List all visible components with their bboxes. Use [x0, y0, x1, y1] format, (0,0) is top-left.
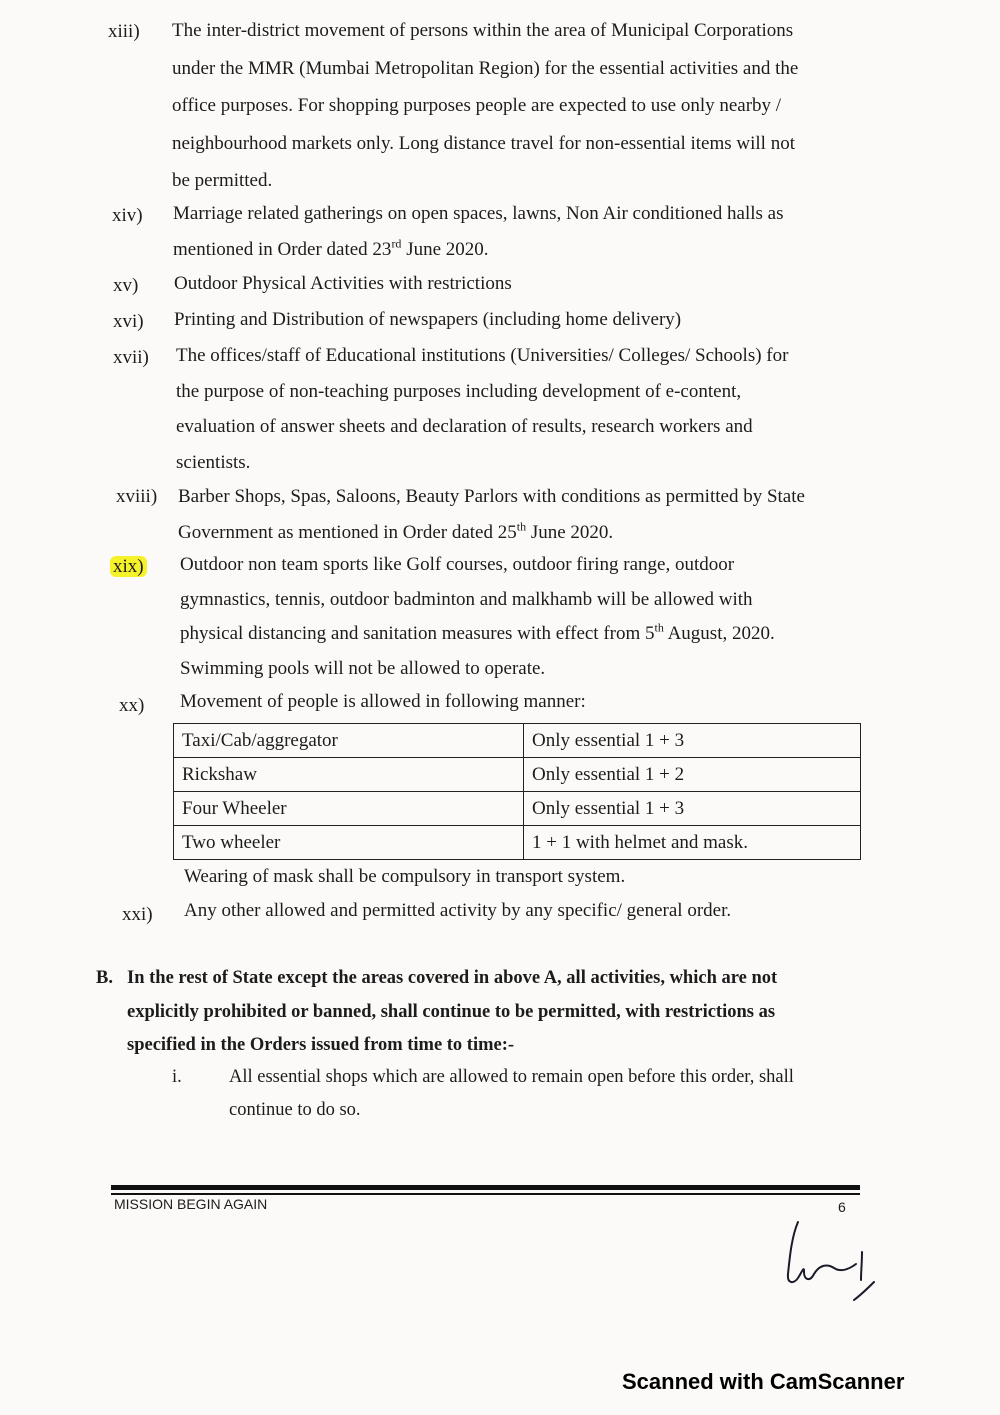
- table-row: [174, 758, 861, 792]
- item-number: xviii): [116, 486, 158, 507]
- section-label: B.: [96, 968, 113, 988]
- page-number: 6: [838, 1199, 846, 1215]
- table-cell: Two wheeler: [174, 826, 524, 860]
- item-number: i.: [172, 1067, 182, 1087]
- table-cell: Only essential 1 + 3: [524, 792, 861, 826]
- item-text: Outdoor non team sports like Golf courses, outdoor firing range, outdoor gymnastics, tennis, outdoor badminton and malkhamb will be allowed with physical distancing and sanitation measures with effect from 5th August, 2020. Swimming pools will not be allowed to operate.: [180, 554, 775, 679]
- item-number: xxi): [122, 904, 153, 925]
- signature-icon: [776, 1218, 880, 1310]
- table-row: [174, 724, 861, 758]
- section-b-text: In the rest of State except the areas covered in above A, all activities, which are not explicitly prohibited or banned, shall continue to be permitted, with restrictions as specified in the Orders issued from time to time:-: [127, 968, 778, 1055]
- table-cell: Taxi/Cab/aggregator: [174, 724, 524, 758]
- scanner-watermark: Scanned with CamScanner: [622, 1369, 905, 1394]
- table-cell: 1 + 1 with helmet and mask.: [524, 826, 861, 860]
- item-number: xiii): [108, 21, 140, 42]
- item-text: The offices/staff of Educational institutions (Universities/ Colleges/ Schools) for the purpose of non-teaching purposes including development of e-content, evaluation of answer sheets and declaration of results, research workers and scientists.: [176, 345, 789, 473]
- item-number: xx): [119, 695, 145, 716]
- item-number: xvii): [113, 347, 149, 368]
- table-cell: Four Wheeler: [174, 792, 524, 826]
- mask-note: Wearing of mask shall be compulsory in transport system.: [184, 866, 626, 887]
- item-number-highlighted: xix): [110, 549, 170, 585]
- footer-title: MISSION BEGIN AGAIN: [114, 1196, 268, 1212]
- item-number: xv): [113, 275, 139, 296]
- item-text: Barber Shops, Spas, Saloons, Beauty Parlors with conditions as permitted by State Government as mentioned in Order dated 25th June 2020.: [178, 486, 805, 543]
- item-text: Outdoor Physical Activities with restrictions: [174, 273, 512, 294]
- table-cell: Only essential 1 + 3: [524, 724, 861, 758]
- table-row: [174, 792, 861, 826]
- item-number: xvi): [113, 311, 144, 332]
- item-text: Any other allowed and permitted activity by any specific/ general order.: [184, 900, 732, 921]
- item-number: xiv): [112, 205, 143, 226]
- item-text: The inter-district movement of persons within the area of Municipal Corporations under the MMR (Mumbai Metropolitan Region) for the essential activities and the office purposes. For shopping purposes people are expected to use only nearby / neighbourhood markets only. Long distance travel for non-essential items will not be permitted.: [172, 20, 799, 191]
- item-text: Movement of people is allowed in following manner:: [180, 691, 586, 712]
- table-row: [174, 826, 861, 860]
- table-cell: Only essential 1 + 2: [524, 758, 861, 792]
- item-text: Printing and Distribution of newspapers (including home delivery): [174, 309, 682, 330]
- movement-table: [173, 723, 861, 860]
- table-cell: Rickshaw: [174, 758, 524, 792]
- item-text: All essential shops which are allowed to remain open before this order, shall continue to do so.: [229, 1067, 794, 1120]
- footer-rule-thin: [111, 1193, 860, 1195]
- footer-rule-thick: [111, 1185, 860, 1190]
- item-text: Marriage related gatherings on open spaces, lawns, Non Air conditioned halls as mentioned in Order dated 23rd June 2020.: [173, 203, 784, 260]
